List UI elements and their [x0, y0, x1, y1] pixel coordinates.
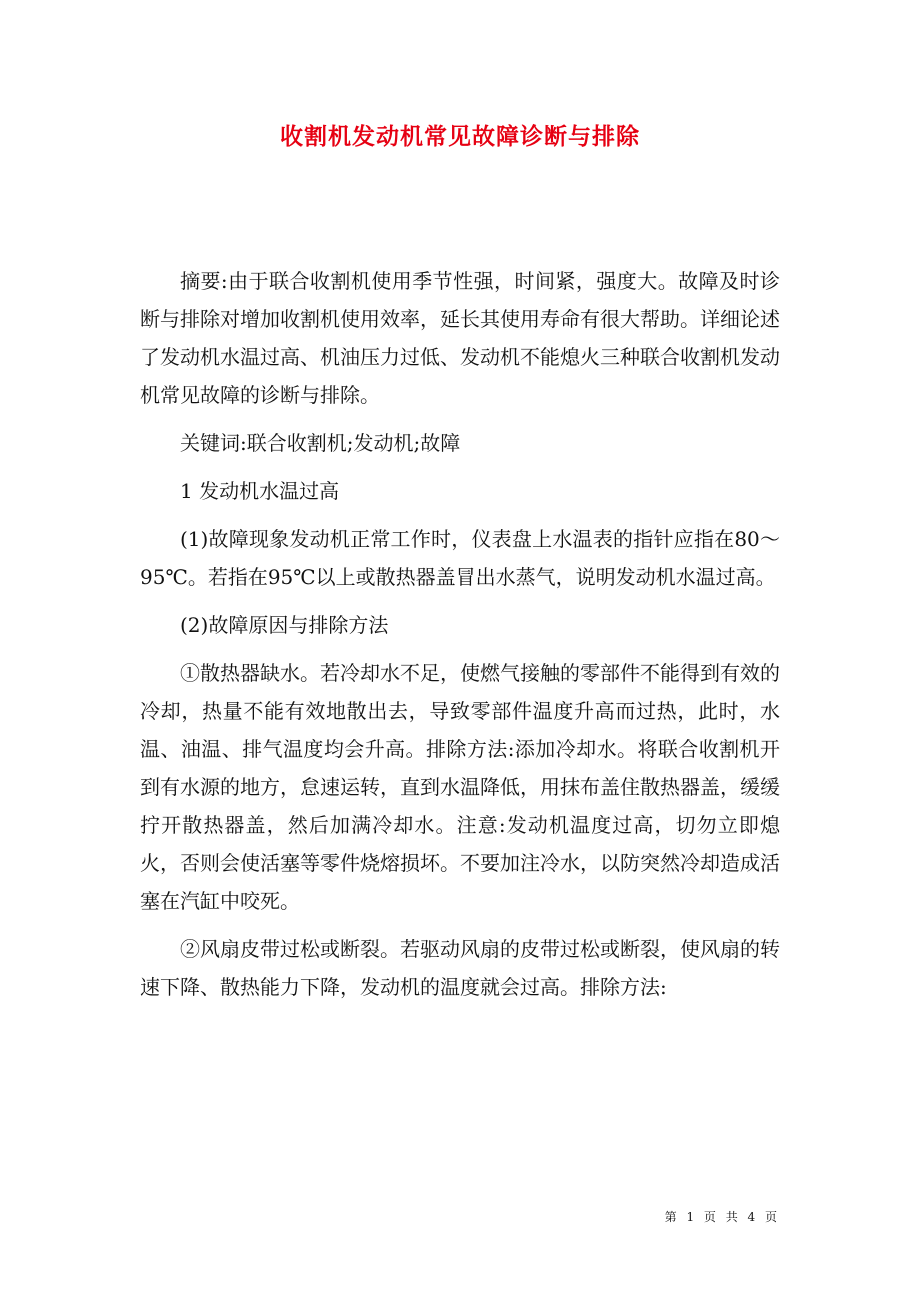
- document-body: [140, 262, 780, 1016]
- document-title: 收割机发动机常见故障诊断与排除: [280, 123, 640, 150]
- subsection-heading: (2)故障原因与排除方法: [180, 613, 389, 637]
- abstract-paragraph: 摘要:由于联合收割机使用季节性强，时间紧，强度大。故障及时诊断与排除对增加收割机使用效率，延长其使用寿命有很大帮助。详细论述了发动机水温过高、机油压力过低、发动机不能熄火三种联合收割机发动机常见故障的诊断与排除。: [140, 269, 780, 407]
- body-paragraph: ②风扇皮带过松或断裂。若驱动风扇的皮带过松或断裂，使风扇的转速下降、散热能力下降，发动机的温度就会过高。排除方法:: [140, 937, 780, 999]
- section-heading: 1 发动机水温过高: [180, 479, 340, 503]
- page-number: 第 1 页 共 4 页: [664, 1210, 780, 1224]
- body-paragraph: ①散热器缺水。若冷却水不足，使燃气接触的零部件不能得到有效的冷却，热量不能有效地散出去，导致零部件温度升高而过热，此时，水温、油温、排气温度均会升高。排除方法:添加冷却水。将联合收割机开到有水源的地方，怠速运转，直到水温降低，用抹布盖住散热器盖，缓缓拧开散热器盖，然后加满冷却水。注意:发动机温度过高，切勿立即熄火，否则会使活塞等零件烧熔损坏。不要加注冷水，以防突然冷却造成活塞在汽缸中咬死。: [140, 661, 780, 913]
- keywords-paragraph: 关键词:联合收割机;发动机;故障: [180, 431, 461, 455]
- body-paragraph: (1)故障现象发动机正常工作时，仪表盘上水温表的指针应指在80～95℃。若指在95℃以上或散热器盖冒出水蒸气，说明发动机水温过高。: [140, 527, 780, 589]
